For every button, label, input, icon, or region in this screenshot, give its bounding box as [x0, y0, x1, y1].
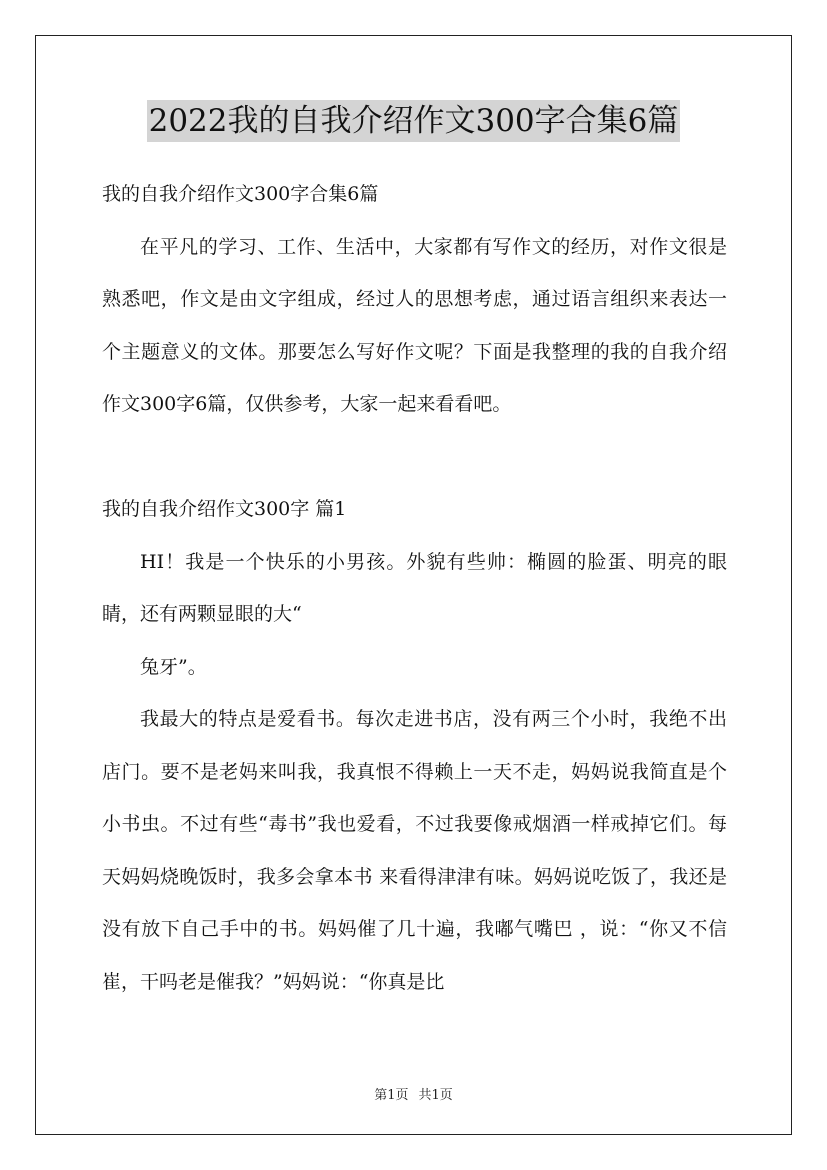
document-title: 2022我的自我介绍作文300字合集6篇: [147, 100, 681, 142]
title-wrap: [0, 100, 827, 142]
paragraph-1: HI！我是一个快乐的小男孩。外貌有些帅：椭圆的脸蛋、明亮的眼睛，还有两颗显眼的大“: [102, 550, 727, 625]
paragraph-spacer: [102, 431, 727, 484]
paragraph-1-continuation: 兔牙”。: [140, 655, 207, 678]
document-subtitle: 我的自我介绍作文300字合集6篇: [102, 183, 379, 205]
page-footer: [0, 1084, 827, 1103]
page-number-current: 第1页: [374, 1088, 409, 1103]
intro-paragraph: 在平凡的学习、工作、生活中，大家都有写作文的经历，对作文很是熟悉吧，作文是由文字组成，经过人的思想考虑，通过语言组织来表达一个主题意义的文体。那要怎么写好作文呢？下面是我整理的我的自我介绍作文300字6篇，仅供参考，大家一起来看看吧。: [102, 235, 727, 415]
section-heading: 我的自我介绍作文300字 篇1: [102, 498, 347, 520]
paragraph-2: 我最大的特点是爱看书。每次走进书店，没有两三个小时，我绝不出店门。要不是老妈来叫我，我真恨不得赖上一天不走，妈妈说我简直是个小书虫。不过有些“毒书”我也爱看，不过我要像戒烟酒一样戒掉它们。每天妈妈烧晚饭时，我多会拿本书 来看得津津有味。妈妈说吃饭了，我还是没有放下自己手中的书。妈妈催了几十遍，我嘟气嘴巴 ，说：“你又不信崔，干吗老是催我？”妈妈说：“你真是比: [102, 708, 727, 993]
document-body: [102, 168, 727, 1008]
page-number-total: 共1页: [418, 1088, 453, 1103]
